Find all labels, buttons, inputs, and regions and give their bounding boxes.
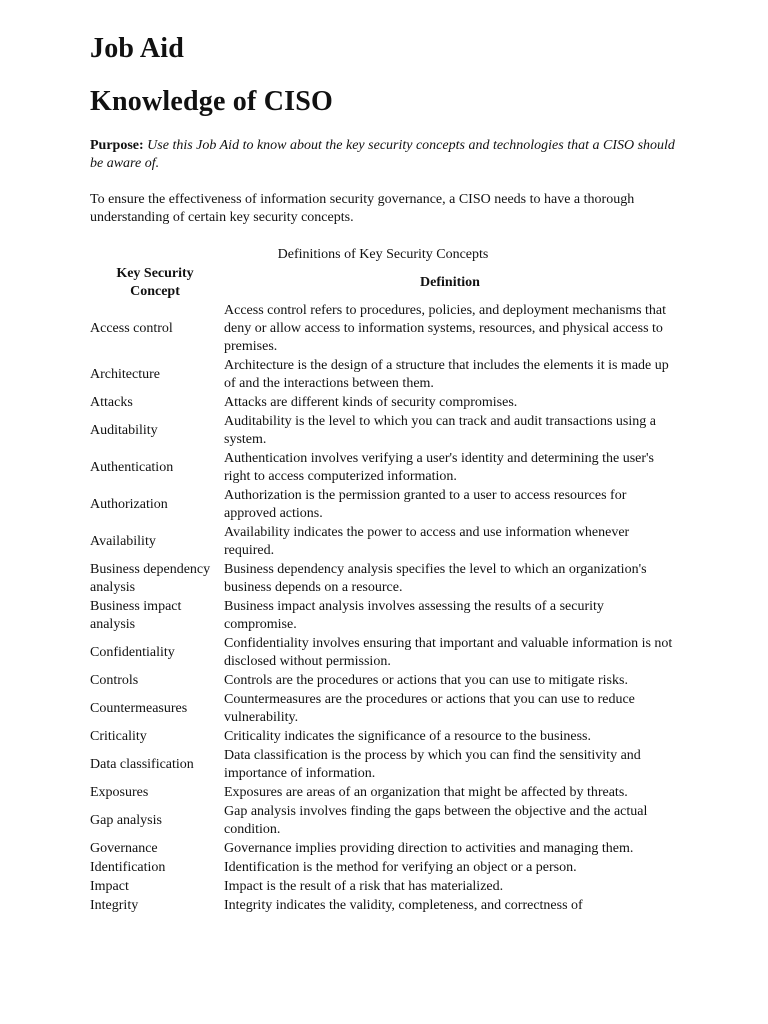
- column-header-concept: Key Security Concept: [116, 266, 194, 299]
- document-title: Job Aid: [90, 33, 184, 64]
- concept-definition: Exposures are areas of an organization that might be affected by threats.: [224, 785, 628, 800]
- concept-term: Governance: [90, 841, 158, 856]
- table-row: [88, 413, 678, 450]
- concept-term: Criticality: [90, 729, 147, 744]
- concept-term: Confidentiality: [90, 645, 175, 660]
- concept-definition: Availability indicates the power to access and use information whenever required.: [224, 525, 630, 558]
- concept-definition: Identification is the method for verifying an object or a person.: [224, 860, 577, 875]
- concept-definition: Governance implies providing direction to activities and managing them.: [224, 841, 634, 856]
- table-row: [88, 803, 678, 840]
- concept-term: Data classification: [90, 757, 194, 772]
- concept-term: Attacks: [90, 395, 133, 410]
- table-row: [88, 635, 678, 672]
- table-caption: Definitions of Key Security Concepts: [277, 247, 489, 262]
- concept-term: Identification: [90, 860, 166, 875]
- table-row: [88, 561, 678, 598]
- concept-term: Impact: [90, 879, 129, 894]
- table-row: [88, 747, 678, 784]
- concept-term: Exposures: [90, 785, 149, 800]
- concept-definition: Business impact analysis involves assessing the results of a security compromise.: [224, 599, 604, 632]
- concept-definition: Gap analysis involves finding the gaps between the objective and the actual condition.: [224, 804, 648, 837]
- concept-definition: Architecture is the design of a structure that includes the elements it is made up of and the interactions between them.: [224, 358, 669, 391]
- column-header-definition: Definition: [420, 275, 480, 290]
- concept-term: Controls: [90, 673, 139, 688]
- concept-definition: Auditability is the level to which you can track and audit transactions using a system.: [224, 414, 656, 447]
- table-row: [88, 672, 678, 691]
- table-row: [88, 784, 678, 803]
- table-row: [88, 598, 678, 635]
- concept-term: Business impact analysis: [90, 599, 182, 632]
- concept-definition: Integrity indicates the validity, completeness, and correctness of: [224, 898, 583, 913]
- concepts-table: [88, 264, 678, 916]
- intro-paragraph: To ensure the effectiveness of information security governance, a CISO needs to have a thorough understanding of certain key security concepts.: [90, 192, 635, 225]
- concept-term: Countermeasures: [90, 701, 188, 716]
- concept-definition: Controls are the procedures or actions that you can use to mitigate risks.: [224, 673, 628, 688]
- table-row: [88, 728, 678, 747]
- table-row: [88, 840, 678, 859]
- table-row: [88, 302, 678, 357]
- table-row: [88, 859, 678, 878]
- concept-term: Authentication: [90, 460, 174, 475]
- concept-term: Integrity: [90, 898, 139, 913]
- purpose-label: Purpose:: [90, 138, 144, 153]
- concept-definition: Authorization is the permission granted to a user to access resources for approved actions.: [224, 488, 627, 521]
- table-row: [88, 524, 678, 561]
- table-body: [88, 302, 678, 916]
- table-row: [88, 450, 678, 487]
- concept-term: Authorization: [90, 497, 168, 512]
- table-row: [88, 897, 678, 916]
- concept-term: Business dependency analysis: [90, 562, 211, 595]
- concept-definition: Attacks are different kinds of security compromises.: [224, 395, 518, 410]
- concept-term: Access control: [90, 321, 173, 336]
- table-row: [88, 394, 678, 413]
- table-row: [88, 487, 678, 524]
- purpose-text: Use this Job Aid to know about the key security concepts and technologies that a CISO should be aware of.: [90, 138, 675, 171]
- concept-definition: Business dependency analysis specifies the level to which an organization's business depends on a resource.: [224, 562, 647, 595]
- concept-term: Architecture: [90, 367, 160, 382]
- table-row: [88, 357, 678, 394]
- table-row: [88, 691, 678, 728]
- concept-definition: Data classification is the process by which you can find the sensitivity and importance of information.: [224, 748, 641, 781]
- concept-definition: Countermeasures are the procedures or actions that you can use to reduce vulnerability.: [224, 692, 635, 725]
- concept-term: Auditability: [90, 423, 158, 438]
- concept-definition: Confidentiality involves ensuring that important and valuable information is not disclosed without permission.: [224, 636, 673, 669]
- concept-definition: Authentication involves verifying a user's identity and determining the user's right to access computerized information.: [224, 451, 655, 484]
- concept-term: Availability: [90, 534, 156, 549]
- concept-definition: Criticality indicates the significance of a resource to the business.: [224, 729, 591, 744]
- concept-definition: Impact is the result of a risk that has materialized.: [224, 879, 504, 894]
- concept-term: Gap analysis: [90, 813, 162, 828]
- purpose-paragraph: [90, 137, 680, 173]
- document-subtitle: Knowledge of CISO: [90, 86, 333, 117]
- concept-definition: Access control refers to procedures, policies, and deployment mechanisms that deny or allow access to information systems, resources, and physical access to premises.: [224, 303, 667, 354]
- table-row: [88, 878, 678, 897]
- table-header-row: [88, 264, 678, 302]
